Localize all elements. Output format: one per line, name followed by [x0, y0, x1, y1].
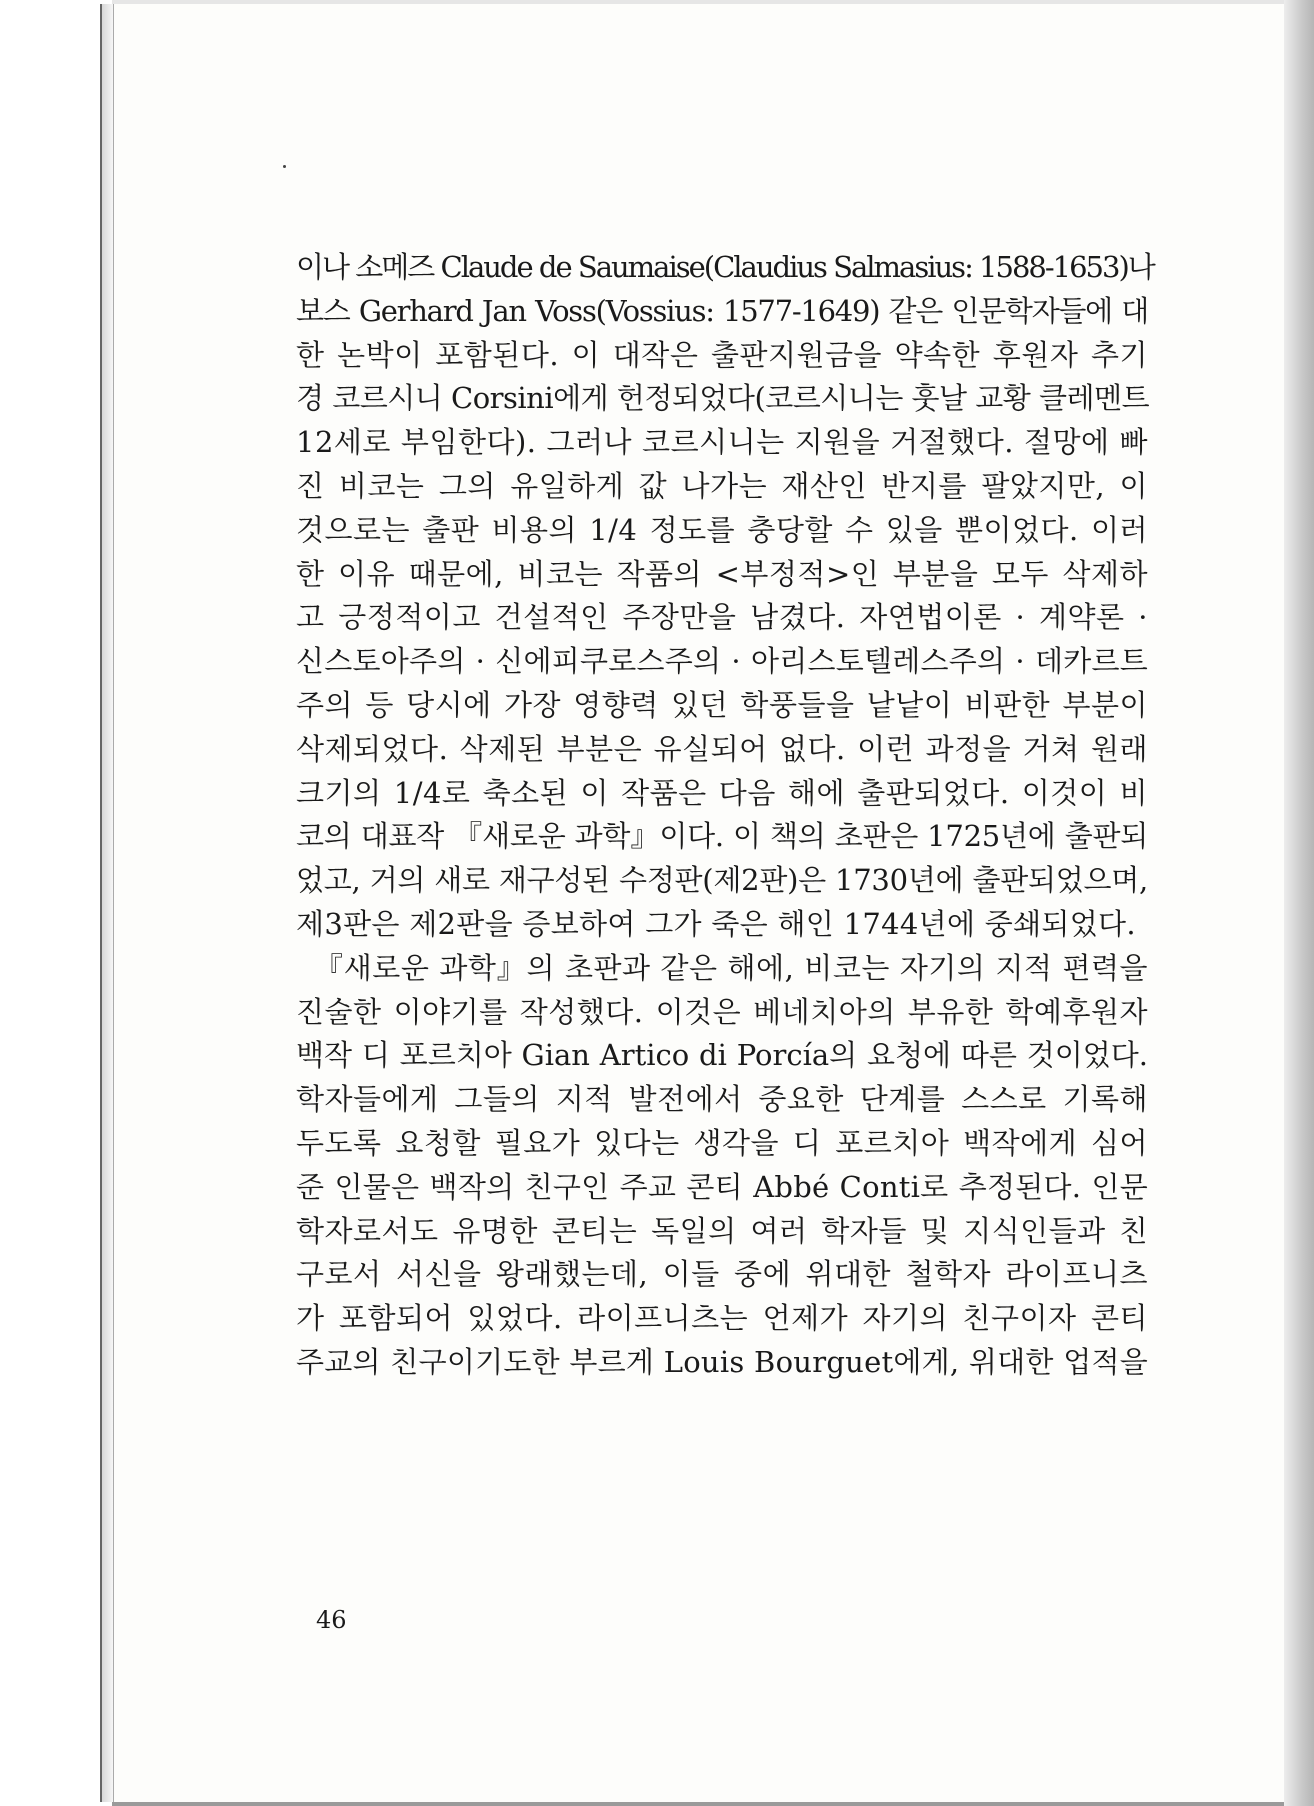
text-line: 주의 등 당시에 가장 영향력 있던 학풍들을 낱낱이 비판한 부분이	[296, 687, 1148, 722]
text-line: 고 긍정적이고 건설적인 주장만을 남겼다. 자연법이론 · 계약론 ·	[296, 600, 1148, 635]
text-line: 준 인물은 백작의 친구인 주교 콘티 Abbé Conti로 추정된다. 인문	[296, 1169, 1148, 1204]
text-line: 진술한 이야기를 작성했다. 이것은 베네치아의 부유한 학예후원자	[296, 994, 1148, 1029]
text-line: 경 코르시니 Corsini에게 헌정되었다(코르시니는 훗날 교황 클레멘트	[296, 381, 1150, 416]
body-text	[296, 246, 1154, 1385]
paragraph-2	[296, 947, 1148, 1385]
text-line: 신스토아주의 · 신에피쿠로스주의 · 아리스토텔레스주의 · 데카르트	[296, 644, 1148, 679]
text-line: 코의 대표작 『새로운 과학』이다. 이 책의 초판은 1725년에 출판되	[296, 819, 1148, 854]
text-line: 12세로 부임한다). 그러나 코르시니는 지원을 거절했다. 절망에 빠	[296, 425, 1148, 460]
text-line: 제3판은 제2판을 증보하여 그가 죽은 해인 1744년에 중쇄되었다.	[296, 906, 1136, 941]
text-line: 삭제되었다. 삭제된 부분은 유실되어 없다. 이런 과정을 거쳐 원래	[296, 731, 1148, 766]
text-line: 『새로운 과학』의 초판과 같은 해에, 비코는 자기의 지적 편력을	[314, 950, 1148, 985]
text-line: 진 비코는 그의 유일하게 값 나가는 재산인 반지를 팔았지만, 이	[296, 468, 1148, 503]
text-line: 학자들에게 그들의 지적 발전에서 중요한 단계를 스스로 기록해	[296, 1082, 1148, 1117]
text-line: 보스 Gerhard Jan Voss(Vossius: 1577-1649) 같은 인문학자들에 대	[296, 293, 1148, 328]
adjacent-page-edge	[1284, 0, 1314, 1806]
text-line: 학자로서도 유명한 콘티는 독일의 여러 학자들 및 지식인들과 친	[296, 1213, 1148, 1248]
text-line: 두도록 요청할 필요가 있다는 생각을 디 포르치아 백작에게 심어	[296, 1125, 1148, 1160]
page-number: 46	[316, 1606, 347, 1634]
text-line: 주교의 친구이기도한 부르게 Louis Bourguet에게, 위대한 업적을	[296, 1344, 1148, 1379]
text-line: 백작 디 포르치아 Gian Artico di Porcía의 요청에 따른 것이었다.	[296, 1038, 1148, 1073]
text-line: 었고, 거의 새로 재구성된 수정판(제2판)은 1730년에 출판되었으며,	[296, 863, 1148, 898]
text-line: 가 포함되어 있었다. 라이프니츠는 언제가 자기의 친구이자 콘티	[296, 1301, 1148, 1336]
text-line: 이나 소메즈 Claude de Saumaise(Claudius Salmasius: 1588-1653)나	[296, 250, 1154, 284]
text-line: 한 이유 때문에, 비코는 작품의 <부정적>인 부분을 모두 삭제하	[296, 556, 1148, 591]
print-speck	[283, 165, 286, 168]
text-line: 구로서 서신을 왕래했는데, 이들 중에 위대한 철학자 라이프니츠	[296, 1257, 1148, 1292]
text-line: 크기의 1/4로 축소된 이 작품은 다음 해에 출판되었다. 이것이 비	[296, 775, 1148, 810]
page-bottom-edge	[112, 1802, 1284, 1806]
text-line: 것으로는 출판 비용의 1/4 정도를 충당할 수 있을 뿐이었다. 이러	[296, 512, 1148, 547]
paragraph-1	[296, 246, 1154, 947]
page-binding-edge	[100, 4, 114, 1802]
text-line: 한 논박이 포함된다. 이 대작은 출판지원금을 약속한 후원자 추기	[296, 337, 1148, 372]
